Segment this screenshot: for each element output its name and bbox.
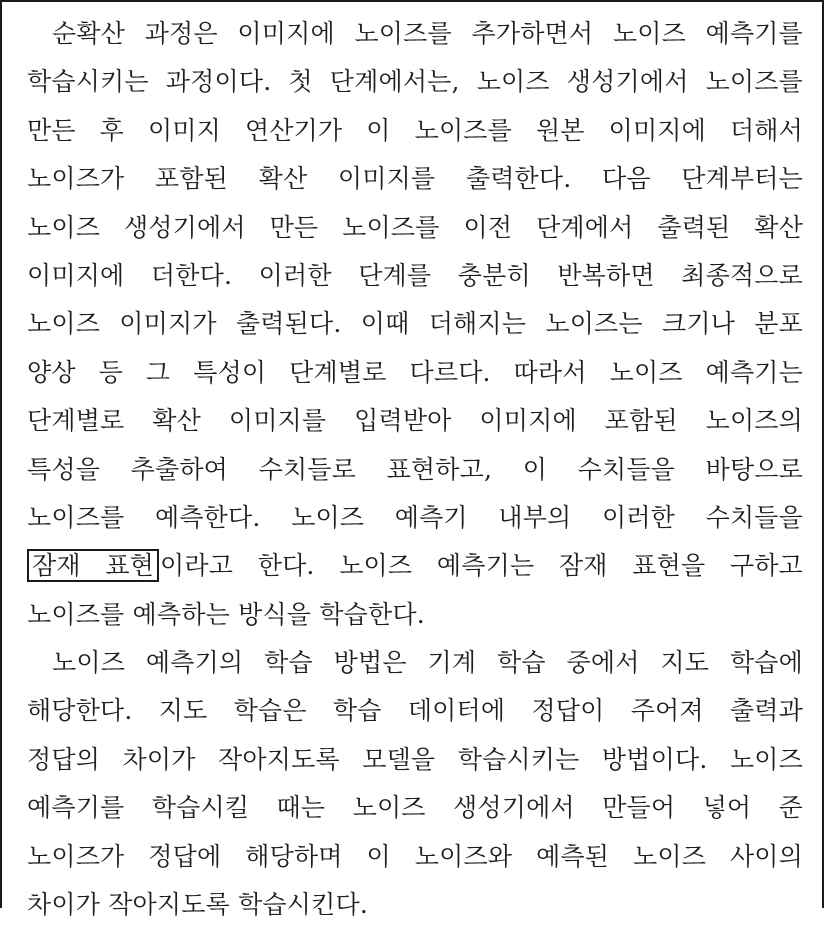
text-line: 노이즈 이미지가 출력된다. 이때 더해지는 노이즈는 크기나 분포 bbox=[27, 309, 803, 339]
text-line: 노이즈를 예측하는 방식을 학습한다. bbox=[27, 599, 425, 629]
text-line: 양상 등 그 특성이 단계별로 다르다. 따라서 노이즈 예측기는 bbox=[27, 357, 803, 387]
body-text bbox=[27, 10, 803, 929]
text-line: 순확산 과정은 이미지에 노이즈를 추가하면서 노이즈 예측기를 bbox=[52, 19, 803, 48]
text-line: 해당한다. 지도 학습은 학습 데이터에 정답이 주어져 출력과 bbox=[27, 696, 803, 726]
text-line: 노이즈가 정답에 해당하며 이 노이즈와 예측된 노이즈 사이의 bbox=[27, 841, 803, 871]
text-line: 특성을 추출하여 수치들로 표현하고, 이 수치들을 바탕으로 bbox=[27, 454, 803, 484]
text-line: 만든 후 이미지 연산기가 이 노이즈를 원본 이미지에 더해서 bbox=[27, 115, 803, 145]
text-line: 차이가 작아지도록 학습시킨다. bbox=[27, 890, 368, 920]
paragraph-2 bbox=[27, 639, 803, 929]
text-line: 예측기를 학습시킬 때는 노이즈 생성기에서 만들어 넣어 준 bbox=[27, 793, 803, 823]
text-line: 노이즈를 예측한다. 노이즈 예측기 내부의 이러한 수치들을 bbox=[27, 502, 803, 532]
text-line: 잠재 표현 이라고 한다. 노이즈 예측기는 잠재 표현을 구하고 bbox=[27, 542, 803, 590]
text-line: 이미지에 더한다. 이러한 단계를 충분히 반복하면 최종적으로 bbox=[27, 260, 803, 290]
text-line: 노이즈 예측기의 학습 방법은 기계 학습 중에서 지도 학습에 bbox=[52, 648, 803, 678]
text-line: 노이즈가 포함된 확산 이미지를 출력한다. 다음 단계부터는 bbox=[27, 164, 803, 194]
paragraph-1 bbox=[27, 10, 803, 639]
boxed-term: 잠재 표현 bbox=[27, 549, 159, 582]
text-line: 노이즈 생성기에서 만든 노이즈를 이전 단계에서 출력된 확산 bbox=[27, 212, 803, 242]
text-line: 학습시키는 과정이다. 첫 단계에서는, 노이즈 생성기에서 노이즈를 bbox=[27, 67, 803, 97]
text-line: 단계별로 확산 이미지를 입력받아 이미지에 포함된 노이즈의 bbox=[27, 406, 803, 436]
text-line: 정답의 차이가 작아지도록 모델을 학습시키는 방법이다. 노이즈 bbox=[27, 744, 803, 774]
